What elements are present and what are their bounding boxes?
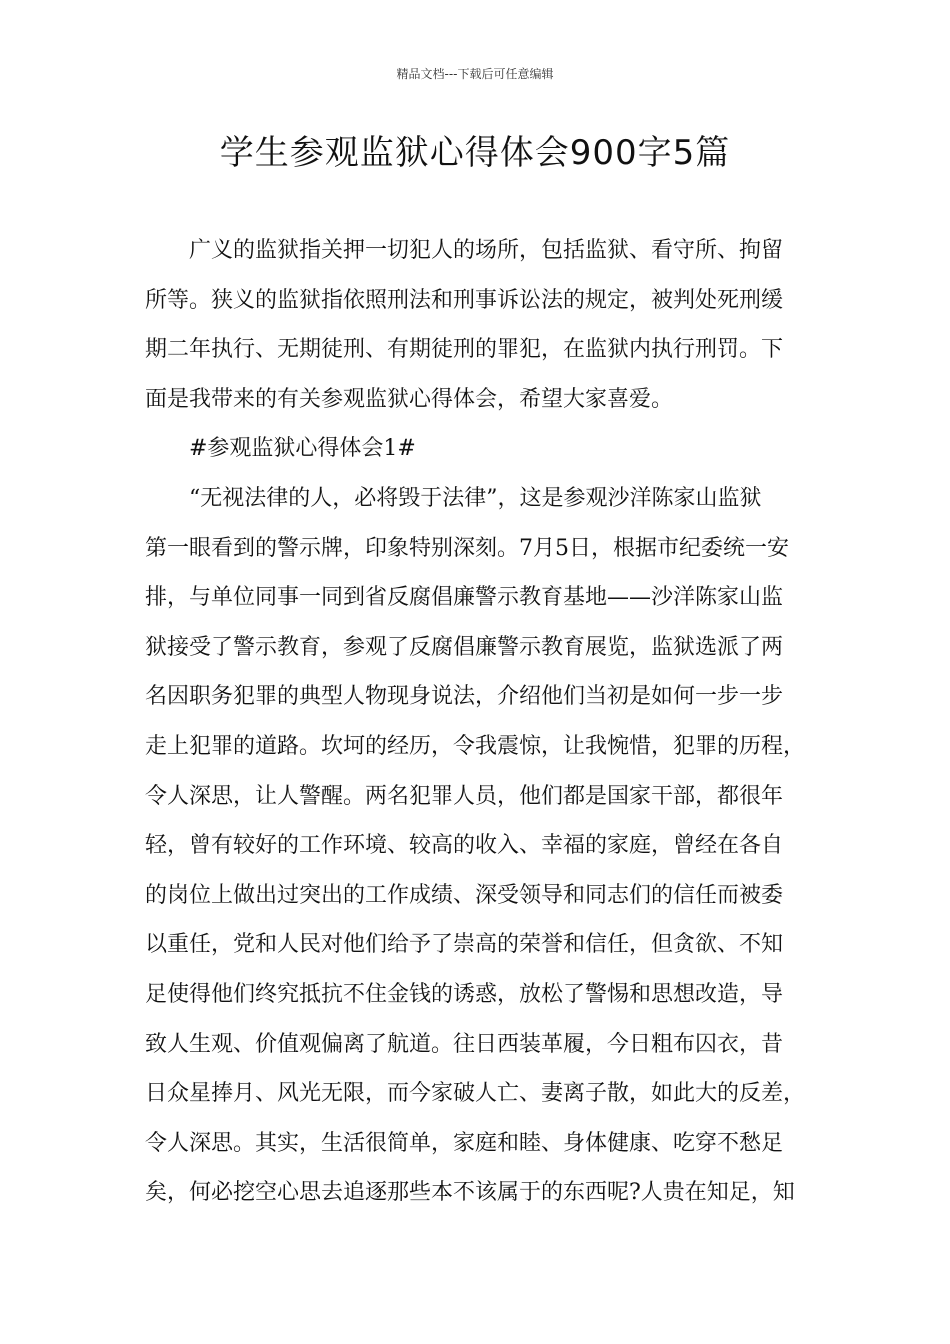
document-body [145, 226, 807, 1218]
document-title: 学生参观监狱心得体会900字5篇 [219, 133, 731, 173]
section-1-paragraph-line-9: 的岗位上做出过突出的工作成绩、深受领导和同志们的信任而被委 [145, 882, 784, 908]
section-1-paragraph-line-15: 矣，何必挖空心思去追逐那些本不该属于的东西呢?人贵在知足，知 [145, 1180, 795, 1206]
section-heading-1: #参观监狱心得体会1# [189, 436, 416, 462]
section-1-paragraph-line-3: 排，与单位同事一同到省反腐倡廉警示教育基地——沙洋陈家山监 [145, 585, 784, 611]
section-1-paragraph-line-1: “无视法律的人，必将毁于法律”，这是参观沙洋陈家山监狱 [189, 485, 762, 511]
section-1-paragraph-line-4: 狱接受了警示教育，参观了反腐倡廉警示教育展览，监狱选派了两 [145, 634, 784, 660]
section-1-paragraph-line-8: 轻，曾有较好的工作环境、较高的收入、幸福的家庭，曾经在各自 [145, 833, 784, 859]
section-1-paragraph-line-14: 令人深思。其实，生活很简单，家庭和睦、身体健康、吃穿不愁足 [145, 1130, 784, 1156]
section-1-paragraph-line-13: 日众星捧月、风光无限，而今家破人亡、妻离子散，如此大的反差， [145, 1081, 806, 1107]
intro-paragraph-line-2: 所等。狭义的监狱指依照刑法和刑事诉讼法的规定，被判处死刑缓 [145, 287, 784, 313]
intro-paragraph-line-4: 面是我带来的有关参观监狱心得体会，希望大家喜爱。 [145, 386, 674, 412]
section-1-paragraph-line-11: 足使得他们终究抵抗不住金钱的诱惑，放松了警惕和思想改造，导 [145, 981, 784, 1007]
intro-paragraph-line-3: 期二年执行、无期徒刑、有期徒刑的罪犯，在监狱内执行刑罚。下 [145, 337, 784, 363]
section-1-paragraph-line-7: 令人深思，让人警醒。两名犯罪人员，他们都是国家干部，都很年 [145, 783, 784, 809]
intro-paragraph-line-1: 广义的监狱指关押一切犯人的场所，包括监狱、看守所、拘留 [189, 238, 784, 263]
section-1-paragraph-line-6: 走上犯罪的道路。坎坷的经历，令我震惊，让我惋惜，犯罪的历程， [145, 733, 806, 759]
section-1-paragraph-line-2: 第一眼看到的警示牌，印象特别深刻。7月5日，根据市纪委统一安 [145, 535, 789, 561]
section-1-paragraph-line-10: 以重任，党和人民对他们给予了崇高的荣誉和信任，但贪欲、不知 [145, 932, 784, 958]
section-1-paragraph-line-12: 致人生观、价值观偏离了航道。往日西装革履，今日粗布囚衣，昔 [145, 1031, 784, 1057]
page-header-note: 精品文档---下载后可任意编辑 [396, 67, 554, 81]
section-1-paragraph-line-5: 名因职务犯罪的典型人物现身说法，介绍他们当初是如何一步一步 [145, 684, 784, 710]
